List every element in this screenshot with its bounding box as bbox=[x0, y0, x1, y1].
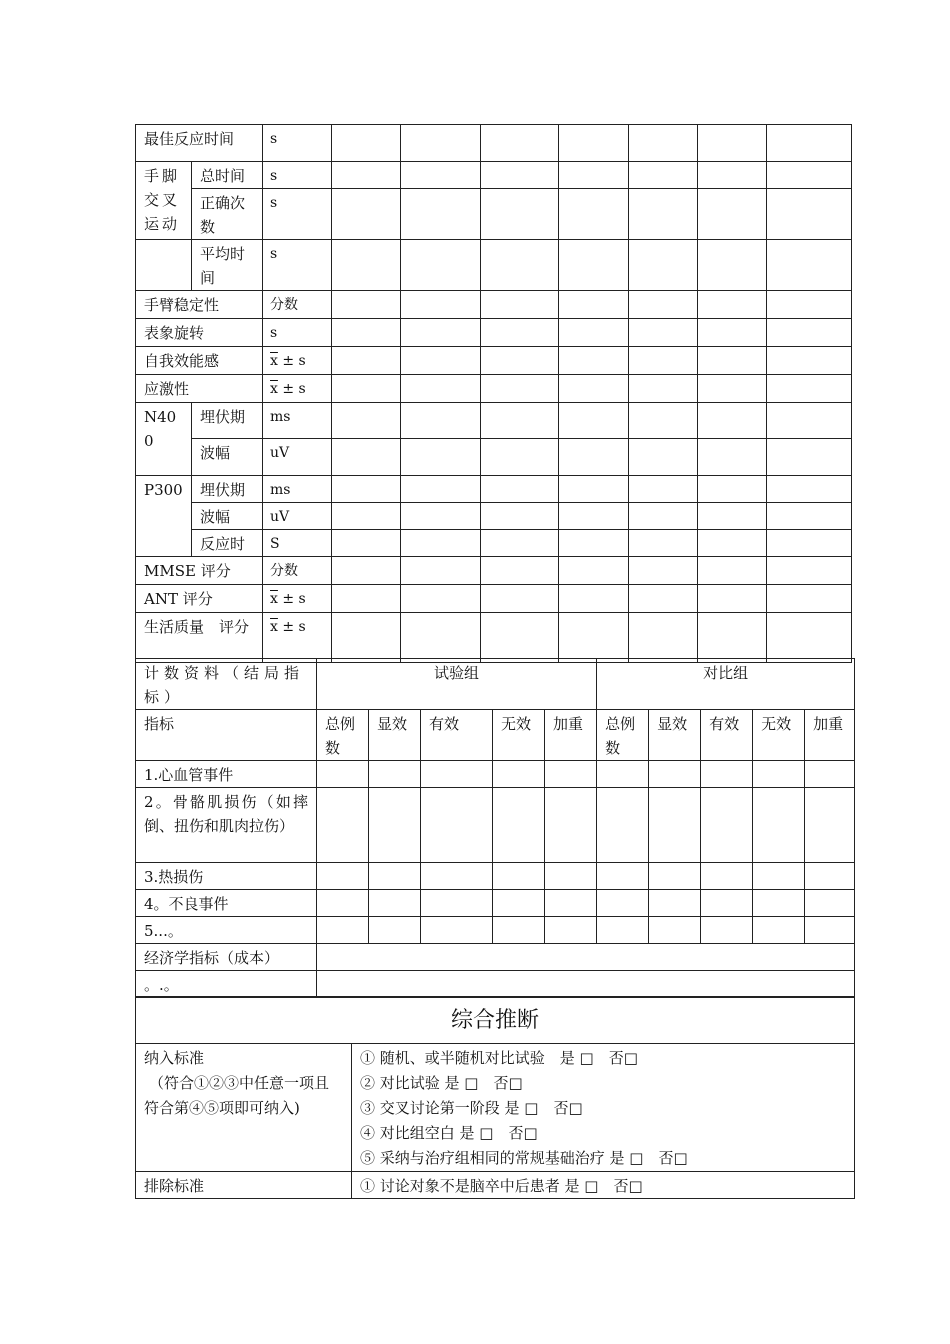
criteria-item: ④ 对比组空白 是 □ 否□ bbox=[360, 1124, 538, 1142]
criteria-item: ① 随机、或半随机对比试验 是 □ 否□ bbox=[360, 1049, 638, 1067]
column-header: 无效 bbox=[493, 710, 545, 761]
row-sublabel: 反应时 bbox=[192, 530, 263, 557]
row-group-label: 手脚交叉运动 bbox=[136, 162, 192, 240]
unit-cell: S bbox=[263, 530, 332, 557]
row-label: 手臂稳定性 bbox=[136, 291, 263, 319]
row-sublabel: 正确次数 bbox=[192, 189, 263, 240]
row-sublabel: 平均时间 bbox=[192, 240, 263, 291]
table-row bbox=[136, 291, 852, 319]
row-label: 生活质量 评分 bbox=[136, 613, 263, 663]
table-row bbox=[136, 585, 852, 613]
row-sublabel: 总时间 bbox=[192, 162, 263, 189]
table-row bbox=[136, 944, 855, 971]
table-row bbox=[136, 863, 855, 890]
criteria-item: ② 对比试验 是 □ 否□ bbox=[360, 1074, 523, 1092]
row-label: ANT 评分 bbox=[136, 585, 263, 613]
outcome-label: 2。骨骼肌损伤（如摔倒、扭伤和肌肉拉伤） bbox=[136, 788, 317, 863]
unit-cell: s bbox=[263, 240, 332, 291]
table-row bbox=[136, 240, 852, 291]
table-row bbox=[136, 1172, 855, 1199]
indicator-header: 指标 bbox=[136, 710, 317, 761]
row-sublabel: 埋伏期 bbox=[192, 476, 263, 503]
table-row bbox=[136, 530, 852, 557]
table-row bbox=[136, 788, 855, 863]
section-title-row bbox=[136, 997, 855, 1044]
criteria-item: ③ 交叉讨论第一阶段 是 □ 否□ bbox=[360, 1099, 583, 1117]
inclusion-note: （符合①②③中任意一项且符合第④⑤项即可纳入) bbox=[144, 1074, 330, 1117]
table-row bbox=[136, 403, 852, 439]
row-group-label: P300 bbox=[136, 476, 192, 557]
unit-cell: s bbox=[263, 162, 332, 189]
table-row bbox=[136, 162, 852, 189]
ellipsis-label: 。.。 bbox=[136, 971, 317, 998]
outcome-label: 1.心血管事件 bbox=[136, 761, 317, 788]
column-header: 有效 bbox=[701, 710, 753, 761]
table-row bbox=[136, 125, 852, 162]
column-header: 总例数 bbox=[597, 710, 649, 761]
count-data-header: 计数资料（结局指标） bbox=[136, 659, 317, 710]
table-row bbox=[136, 917, 855, 944]
group-trial-header: 试验组 bbox=[317, 659, 597, 710]
table-row bbox=[136, 476, 852, 503]
outcome-label: 3.热损伤 bbox=[136, 863, 317, 890]
unit-cell: $\overline{x} \pm s$ bbox=[263, 585, 332, 613]
table-row bbox=[136, 319, 852, 347]
table-header-row bbox=[136, 659, 855, 710]
unit-cell: uV bbox=[263, 439, 332, 476]
table-row bbox=[136, 890, 855, 917]
outcome-label: 4。不良事件 bbox=[136, 890, 317, 917]
table-row bbox=[136, 1044, 855, 1172]
criteria-item: ⑤ 采纳与治疗组相同的常规基础治疗 是 □ 否□ bbox=[360, 1149, 688, 1167]
unit-cell: uV bbox=[263, 503, 332, 530]
table-row bbox=[136, 613, 852, 663]
table-row bbox=[136, 347, 852, 375]
unit-cell: ms bbox=[263, 403, 332, 439]
row-label: 应激性 bbox=[136, 375, 263, 403]
table-row bbox=[136, 557, 852, 585]
unit-cell: s bbox=[263, 125, 332, 162]
column-header: 显效 bbox=[369, 710, 421, 761]
column-header: 加重 bbox=[545, 710, 597, 761]
table-header-row bbox=[136, 710, 855, 761]
column-header: 总例数 bbox=[317, 710, 369, 761]
row-group-label: N400 bbox=[136, 403, 192, 476]
table-row bbox=[136, 375, 852, 403]
unit-cell: $\overline{x} \pm s$ bbox=[263, 347, 332, 375]
table-row bbox=[136, 189, 852, 240]
table-row bbox=[136, 503, 852, 530]
column-header: 加重 bbox=[805, 710, 855, 761]
row-label: 最佳反应时间 bbox=[136, 125, 263, 162]
unit-cell: $\overline{x} \pm s$ bbox=[263, 375, 332, 403]
column-header: 显效 bbox=[649, 710, 701, 761]
unit-cell: $\overline{x} \pm s$ bbox=[263, 613, 332, 663]
exclusion-label: 排除标准 bbox=[136, 1172, 352, 1199]
table-row bbox=[136, 439, 852, 476]
unit-cell: s bbox=[263, 319, 332, 347]
row-label: 表象旋转 bbox=[136, 319, 263, 347]
row-label: MMSE 评分 bbox=[136, 557, 263, 585]
inclusion-label: 纳入标准 bbox=[144, 1049, 205, 1067]
column-header: 有效 bbox=[421, 710, 493, 761]
section-title: 综合推断 bbox=[136, 997, 855, 1044]
row-sublabel: 波幅 bbox=[192, 439, 263, 476]
row-sublabel: 波幅 bbox=[192, 503, 263, 530]
row-label: 自我效能感 bbox=[136, 347, 263, 375]
inclusion-criteria-cell bbox=[136, 1044, 352, 1172]
unit-cell: s bbox=[263, 189, 332, 240]
outcome-table bbox=[135, 658, 855, 998]
unit-cell: 分数 bbox=[263, 557, 332, 585]
econ-label: 经济学指标（成本） bbox=[136, 944, 317, 971]
measurement-table bbox=[135, 124, 852, 663]
column-header: 无效 bbox=[753, 710, 805, 761]
criteria-table bbox=[135, 996, 855, 1199]
unit-cell: ms bbox=[263, 476, 332, 503]
row-sublabel: 埋伏期 bbox=[192, 403, 263, 439]
group-control-header: 对比组 bbox=[597, 659, 855, 710]
unit-cell: 分数 bbox=[263, 291, 332, 319]
inclusion-items bbox=[352, 1044, 855, 1172]
table-row bbox=[136, 761, 855, 788]
criteria-item: ① 讨论对象不是脑卒中后患者 是 □ 否□ bbox=[352, 1172, 855, 1199]
table-row bbox=[136, 971, 855, 998]
outcome-label: 5...。 bbox=[136, 917, 317, 944]
